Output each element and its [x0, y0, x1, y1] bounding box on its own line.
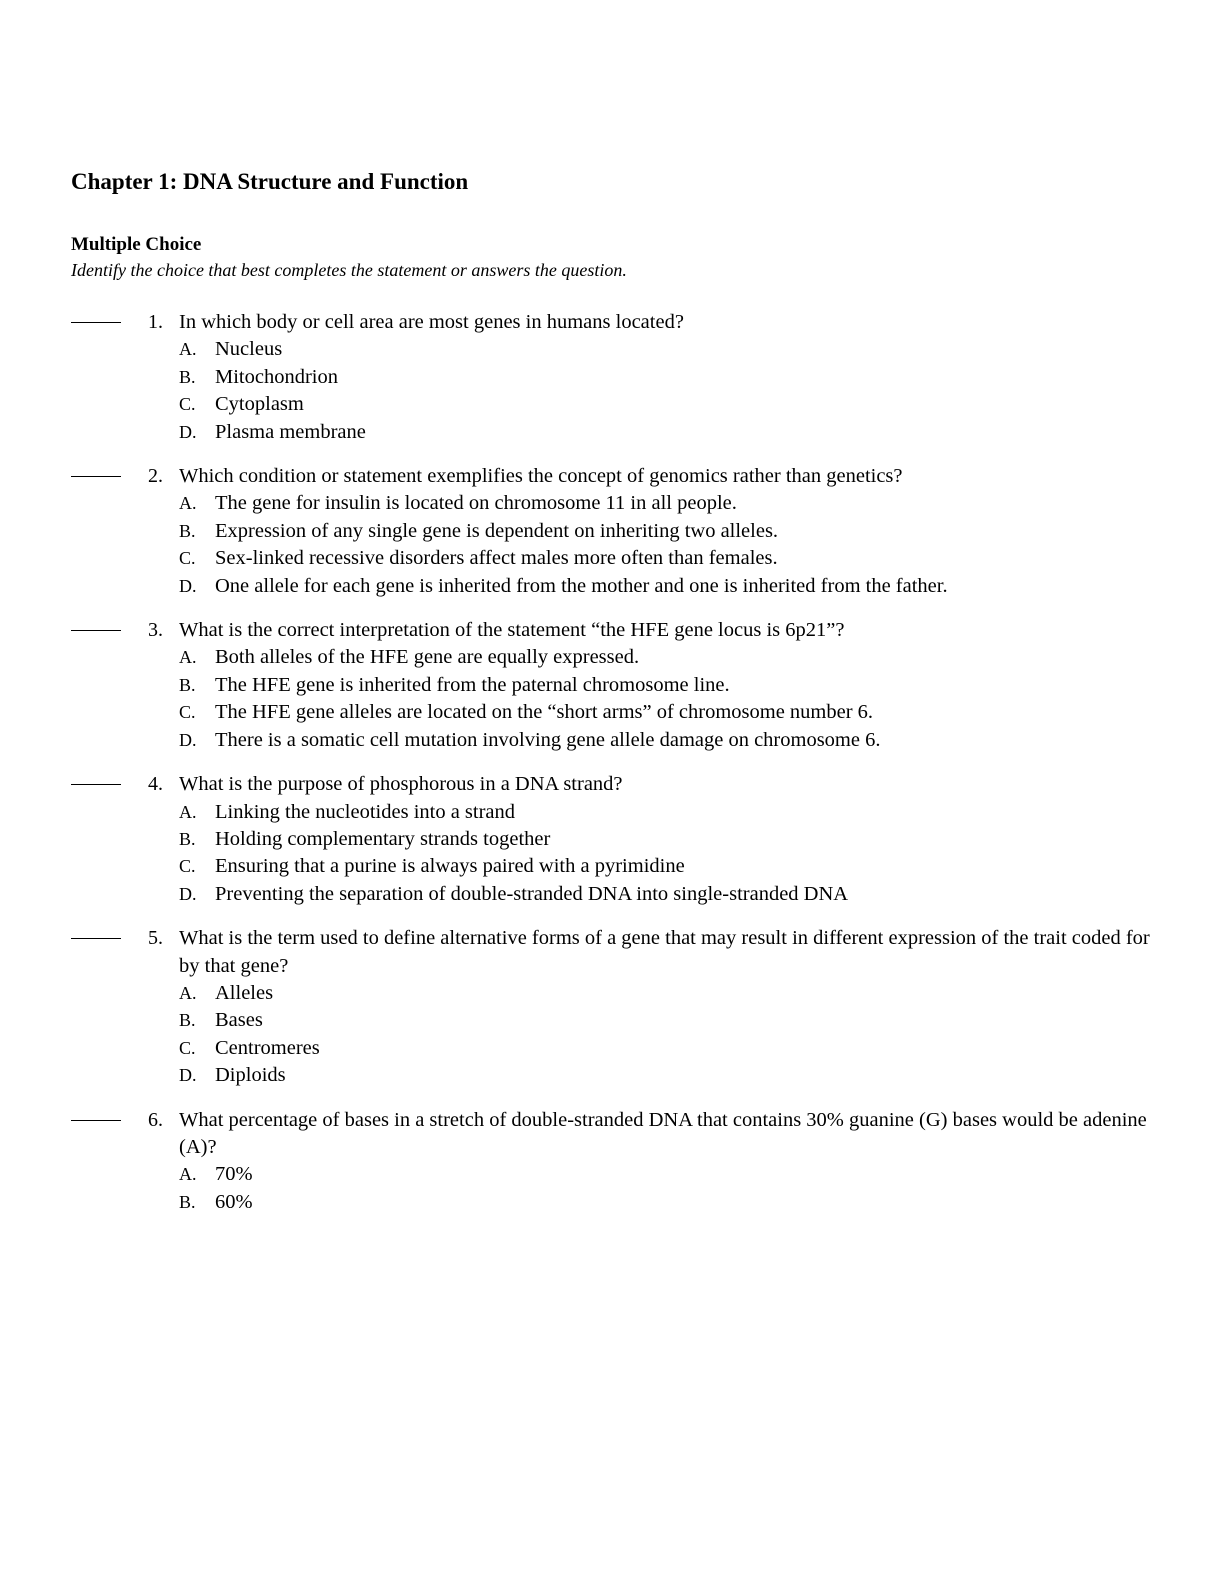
question-1-choice-2	[179, 364, 1151, 391]
instructions: Identify the choice that best completes the statement or answers the question.	[71, 260, 627, 280]
choice-letter: D.	[179, 729, 197, 750]
answer-blank	[71, 630, 121, 631]
question-5	[71, 925, 1151, 1089]
question-1-choice-1	[179, 336, 1151, 363]
choice-letter: C.	[179, 548, 196, 569]
question-4-choice-1	[179, 799, 1151, 826]
question-5-choice-3	[179, 1035, 1151, 1062]
question-text: What is the term used to define alternative forms of a gene that may result in different expression of the trait coded for by that gene?	[179, 927, 1150, 977]
choice-letter: D.	[179, 1065, 197, 1086]
choice-letter: D.	[179, 575, 197, 596]
choice-letter: C.	[179, 702, 196, 723]
choice-list	[71, 490, 1151, 600]
question-2-choice-3	[179, 545, 1151, 572]
question-4-choice-4	[179, 881, 1151, 908]
choice-letter: D.	[179, 883, 197, 904]
choice-text: Expression of any single gene is dependent on inheriting two alleles.	[215, 519, 779, 542]
question-3-choice-4	[179, 727, 1151, 754]
choice-letter: A.	[179, 801, 197, 822]
question-4-choice-3	[179, 853, 1151, 880]
question-3-choice-1	[179, 644, 1151, 671]
question-text: What percentage of bases in a stretch of double-stranded DNA that contains 30% guanine (G) bases would be adenine (A)?	[179, 1108, 1147, 1158]
choice-text: Sex-linked recessive disorders affect males more often than females.	[215, 547, 778, 570]
choice-text: Both alleles of the HFE gene are equally expressed.	[215, 646, 640, 669]
section-title: Multiple Choice	[71, 234, 202, 255]
question-2-choice-1	[179, 490, 1151, 517]
question-1-choice-3	[179, 391, 1151, 418]
answer-blank	[71, 1120, 121, 1121]
choice-list	[71, 336, 1151, 446]
answer-blank	[71, 476, 121, 477]
question-5-choice-4	[179, 1062, 1151, 1089]
question-text: What is the purpose of phosphorous in a DNA strand?	[179, 773, 623, 796]
question-5-choice-1	[179, 980, 1151, 1007]
choice-text: There is a somatic cell mutation involving gene allele damage on chromosome 6.	[215, 728, 881, 751]
question-2-choice-2	[179, 518, 1151, 545]
choice-text: Preventing the separation of double-stranded DNA into single-stranded DNA	[215, 882, 849, 905]
choice-letter: B.	[179, 674, 196, 695]
question-number: 6.	[148, 1108, 163, 1131]
choice-list	[71, 1161, 1151, 1216]
choice-letter: B.	[179, 1191, 196, 1212]
question-1	[71, 309, 1151, 446]
question-text: What is the correct interpretation of the statement “the HFE gene locus is 6p21”?	[179, 619, 845, 642]
question-6	[71, 1107, 1151, 1217]
choice-letter: B.	[179, 828, 196, 849]
choice-text: The HFE gene alleles are located on the “short arms” of chromosome number 6.	[215, 701, 874, 724]
choice-letter: C.	[179, 1037, 196, 1058]
choice-text: Ensuring that a purine is always paired with a pyrimidine	[215, 855, 685, 878]
question-list	[71, 309, 1151, 1216]
choice-letter: C.	[179, 394, 196, 415]
choice-list	[71, 644, 1151, 754]
choice-letter: C.	[179, 856, 196, 877]
choice-letter: B.	[179, 520, 196, 541]
choice-letter: D.	[179, 421, 197, 442]
question-3	[71, 617, 1151, 754]
choice-text: One allele for each gene is inherited from the mother and one is inherited from the father.	[215, 574, 948, 597]
choice-letter: A.	[179, 647, 197, 668]
question-6-choice-1	[179, 1161, 1151, 1188]
choice-text: 60%	[215, 1190, 253, 1213]
document-page	[71, 166, 1151, 1233]
question-1-choice-4	[179, 419, 1151, 446]
choice-text: The gene for insulin is located on chromosome 11 in all people.	[215, 492, 737, 515]
choice-letter: A.	[179, 982, 197, 1003]
choice-text: Bases	[215, 1009, 263, 1032]
question-3-choice-3	[179, 699, 1151, 726]
question-number: 5.	[148, 927, 163, 950]
choice-text: Linking the nucleotides into a strand	[215, 800, 516, 823]
choice-text: Centromeres	[215, 1036, 320, 1059]
answer-blank	[71, 938, 121, 939]
question-3-choice-2	[179, 672, 1151, 699]
question-2-choice-4	[179, 573, 1151, 600]
choice-letter: B.	[179, 1010, 196, 1031]
question-6-choice-2	[179, 1189, 1151, 1216]
choice-text: 70%	[215, 1163, 253, 1186]
chapter-title: Chapter 1: DNA Structure and Function	[71, 169, 469, 194]
choice-letter: A.	[179, 493, 197, 514]
choice-letter: A.	[179, 1164, 197, 1185]
question-number: 2.	[148, 465, 163, 488]
question-number: 3.	[148, 619, 163, 642]
question-4-choice-2	[179, 826, 1151, 853]
choice-letter: A.	[179, 339, 197, 360]
choice-text: Nucleus	[215, 338, 283, 361]
choice-text: Cytoplasm	[215, 393, 304, 416]
answer-blank	[71, 784, 121, 785]
answer-blank	[71, 322, 121, 323]
question-text: Which condition or statement exemplifies the concept of genomics rather than genetics?	[179, 465, 903, 488]
question-4	[71, 771, 1151, 908]
choice-text: Diploids	[215, 1064, 286, 1087]
question-5-choice-2	[179, 1007, 1151, 1034]
question-text: In which body or cell area are most genes in humans located?	[179, 311, 684, 333]
choice-text: Mitochondrion	[215, 365, 338, 388]
question-number: 1.	[148, 311, 163, 333]
choice-letter: B.	[179, 366, 196, 387]
question-number: 4.	[148, 773, 163, 796]
choice-list	[71, 799, 1151, 909]
choice-text: Plasma membrane	[215, 420, 366, 443]
question-2	[71, 463, 1151, 600]
choice-text: Alleles	[215, 981, 274, 1004]
choice-list	[71, 980, 1151, 1090]
choice-text: Holding complementary strands together	[215, 827, 551, 850]
choice-text: The HFE gene is inherited from the paternal chromosome line.	[215, 673, 730, 696]
